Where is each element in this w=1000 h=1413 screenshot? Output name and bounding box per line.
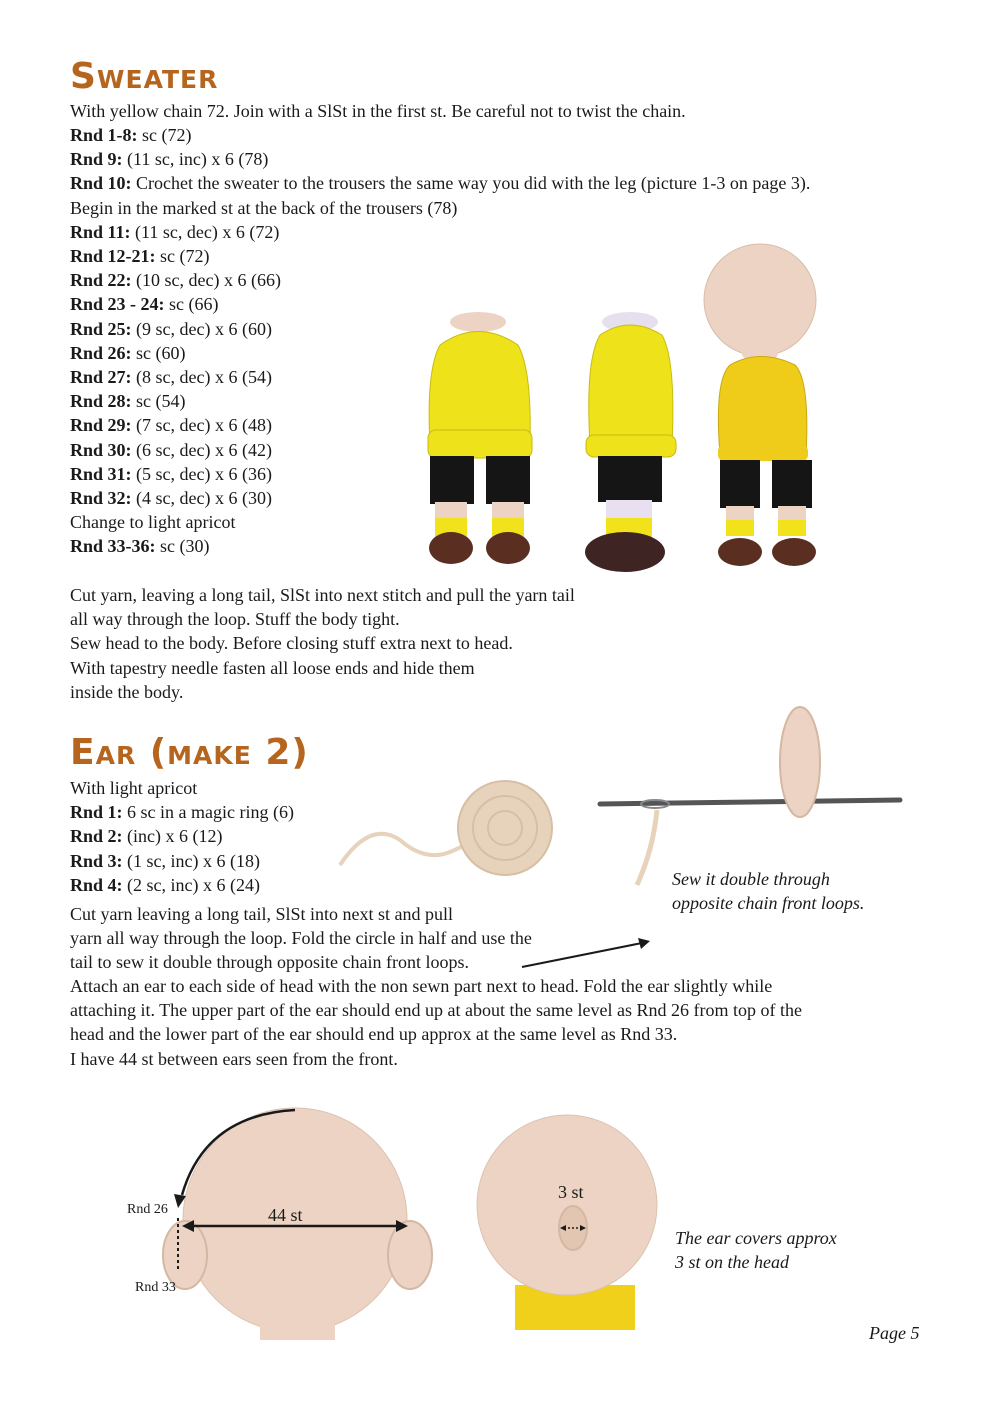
finish-line: Cut yarn, leaving a long tail, SlSt into next stitch and pull the yarn tail [70,585,575,605]
note-begin: Begin in the marked st at the back of the trousers (78) [70,197,458,218]
round-line [70,147,810,171]
round-text: (11 sc, dec) x 6 (72) [130,221,280,242]
round-label: Rnd 31: [70,463,132,484]
round-text: (inc) x 6 (12) [122,826,223,847]
round-text: (1 sc, inc) x 6 (18) [122,850,260,871]
round-label: Rnd 29: [70,415,132,436]
round-label: Rnd 1: [70,802,123,823]
round-label: Rnd 33-36: [70,536,156,557]
round-text: (2 sc, inc) x 6 (24) [122,874,260,895]
finish-line: inside the body. [70,681,184,702]
round-text: (4 sc, dec) x 6 (30) [131,488,272,509]
ear-circle-photo [330,770,590,900]
round-line [70,171,810,195]
doll-side-photo [585,312,676,572]
caption-line: opposite chain front loops. [672,893,865,913]
finish-line: Attach an ear to each side of head with the non sewn part next to head. Fold the ear slightly while [70,976,773,996]
round-label: Rnd 10: [70,173,132,194]
round-label: Rnd 22: [70,270,132,291]
label-rnd33: Rnd 33 [135,1280,176,1295]
change-color-note: Change to light apricot [70,512,236,533]
round-text: sc (72) [137,125,192,145]
round-label: Rnd 11: [70,221,131,242]
page-number: Page 5 [869,1323,920,1343]
round-line [70,123,810,147]
caption-line: 3 st on the head [675,1252,789,1272]
doll-back-photo [704,244,816,566]
round-label: Rnd 9: [70,149,123,170]
finish-line: Cut yarn leaving a long tail, SlSt into next st and pull [70,904,453,924]
caption-cover [675,1226,837,1274]
round-text: Crochet the sweater to the trousers the same way you did with the leg (picture 1-3 on page 3). [131,173,811,194]
round-label: Rnd 26: [70,342,132,363]
finish-line: yarn all way through the loop. Fold the circle in half and use the [70,928,532,949]
round-text: sc (30) [155,536,210,557]
round-label: Rnd 1-8: [70,125,138,145]
round-label: Rnd 27: [70,367,132,388]
caption-line: The ear covers approx [675,1228,837,1248]
round-text: (8 sc, dec) x 6 (54) [131,367,272,388]
finish-line: head and the lower part of the ear should end up approx at the same level as Rnd 33. [70,1024,678,1045]
sweater-intro: With yellow chain 72. Join with a SlSt in the first st. Be careful not to twist the chain. [70,101,686,121]
ear-finish-short [70,902,532,975]
round-text: sc (72) [155,246,210,267]
ear-needle-photo [595,700,915,895]
round-text: (7 sc, dec) x 6 (48) [131,415,272,436]
finish-line: tail to sew it double through opposite chain front loops. [70,952,469,973]
round-text: sc (66) [164,294,219,315]
round-label: Rnd 2: [70,826,123,847]
round-text: (10 sc, dec) x 6 (66) [131,270,281,291]
round-label: Rnd 4: [70,874,123,895]
round-text: (11 sc, inc) x 6 (78) [122,149,269,170]
round-text: sc (54) [131,391,186,412]
finish-line: With tapestry needle fasten all loose ends and hide them [70,657,475,678]
doll-body-photos [400,230,860,590]
ear-heading: Ear (make 2) [70,732,309,773]
round-line [70,849,294,873]
round-text: sc (60) [131,342,186,363]
round-text: (6 sc, dec) x 6 (42) [131,439,272,460]
label-3st: 3 st [558,1182,584,1202]
caption-sew [672,867,864,915]
finish-line: all way through the loop. Stuff the body tight. [70,609,400,630]
round-text: (9 sc, dec) x 6 (60) [131,318,272,339]
ear-finish-long [70,974,802,1071]
round-label: Rnd 28: [70,391,132,412]
round-label: Rnd 30: [70,439,132,460]
round-label: Rnd 25: [70,318,132,339]
caption-line: Sew it double through [672,869,830,889]
round-line [70,873,294,897]
round-label: Rnd 12-21: [70,246,156,267]
sweater-finish [70,583,575,704]
ear-rounds [70,776,294,897]
round-text: (5 sc, dec) x 6 (36) [131,463,272,484]
head-side-photo [470,1100,670,1330]
finish-line: Sew head to the body. Before closing stuff extra next to head. [70,633,513,654]
round-label: Rnd 3: [70,850,123,871]
round-label: Rnd 32: [70,488,132,509]
round-label: Rnd 23 - 24: [70,294,165,315]
round-text: 6 sc in a magic ring (6) [122,802,294,823]
finish-line: attaching it. The upper part of the ear should end up at about the same level as Rnd 26 from top of the [70,1000,802,1021]
round-line [70,824,294,848]
doll-front-photo [428,312,532,564]
pointer-arrow [520,935,660,975]
label-rnd26: Rnd 26 [127,1202,168,1217]
label-44st: 44 st [268,1205,303,1225]
ear-intro: With light apricot [70,778,198,798]
round-line [70,800,294,824]
sweater-heading: Sweater [70,56,219,97]
finish-line: I have 44 st between ears seen from the front. [70,1048,398,1069]
